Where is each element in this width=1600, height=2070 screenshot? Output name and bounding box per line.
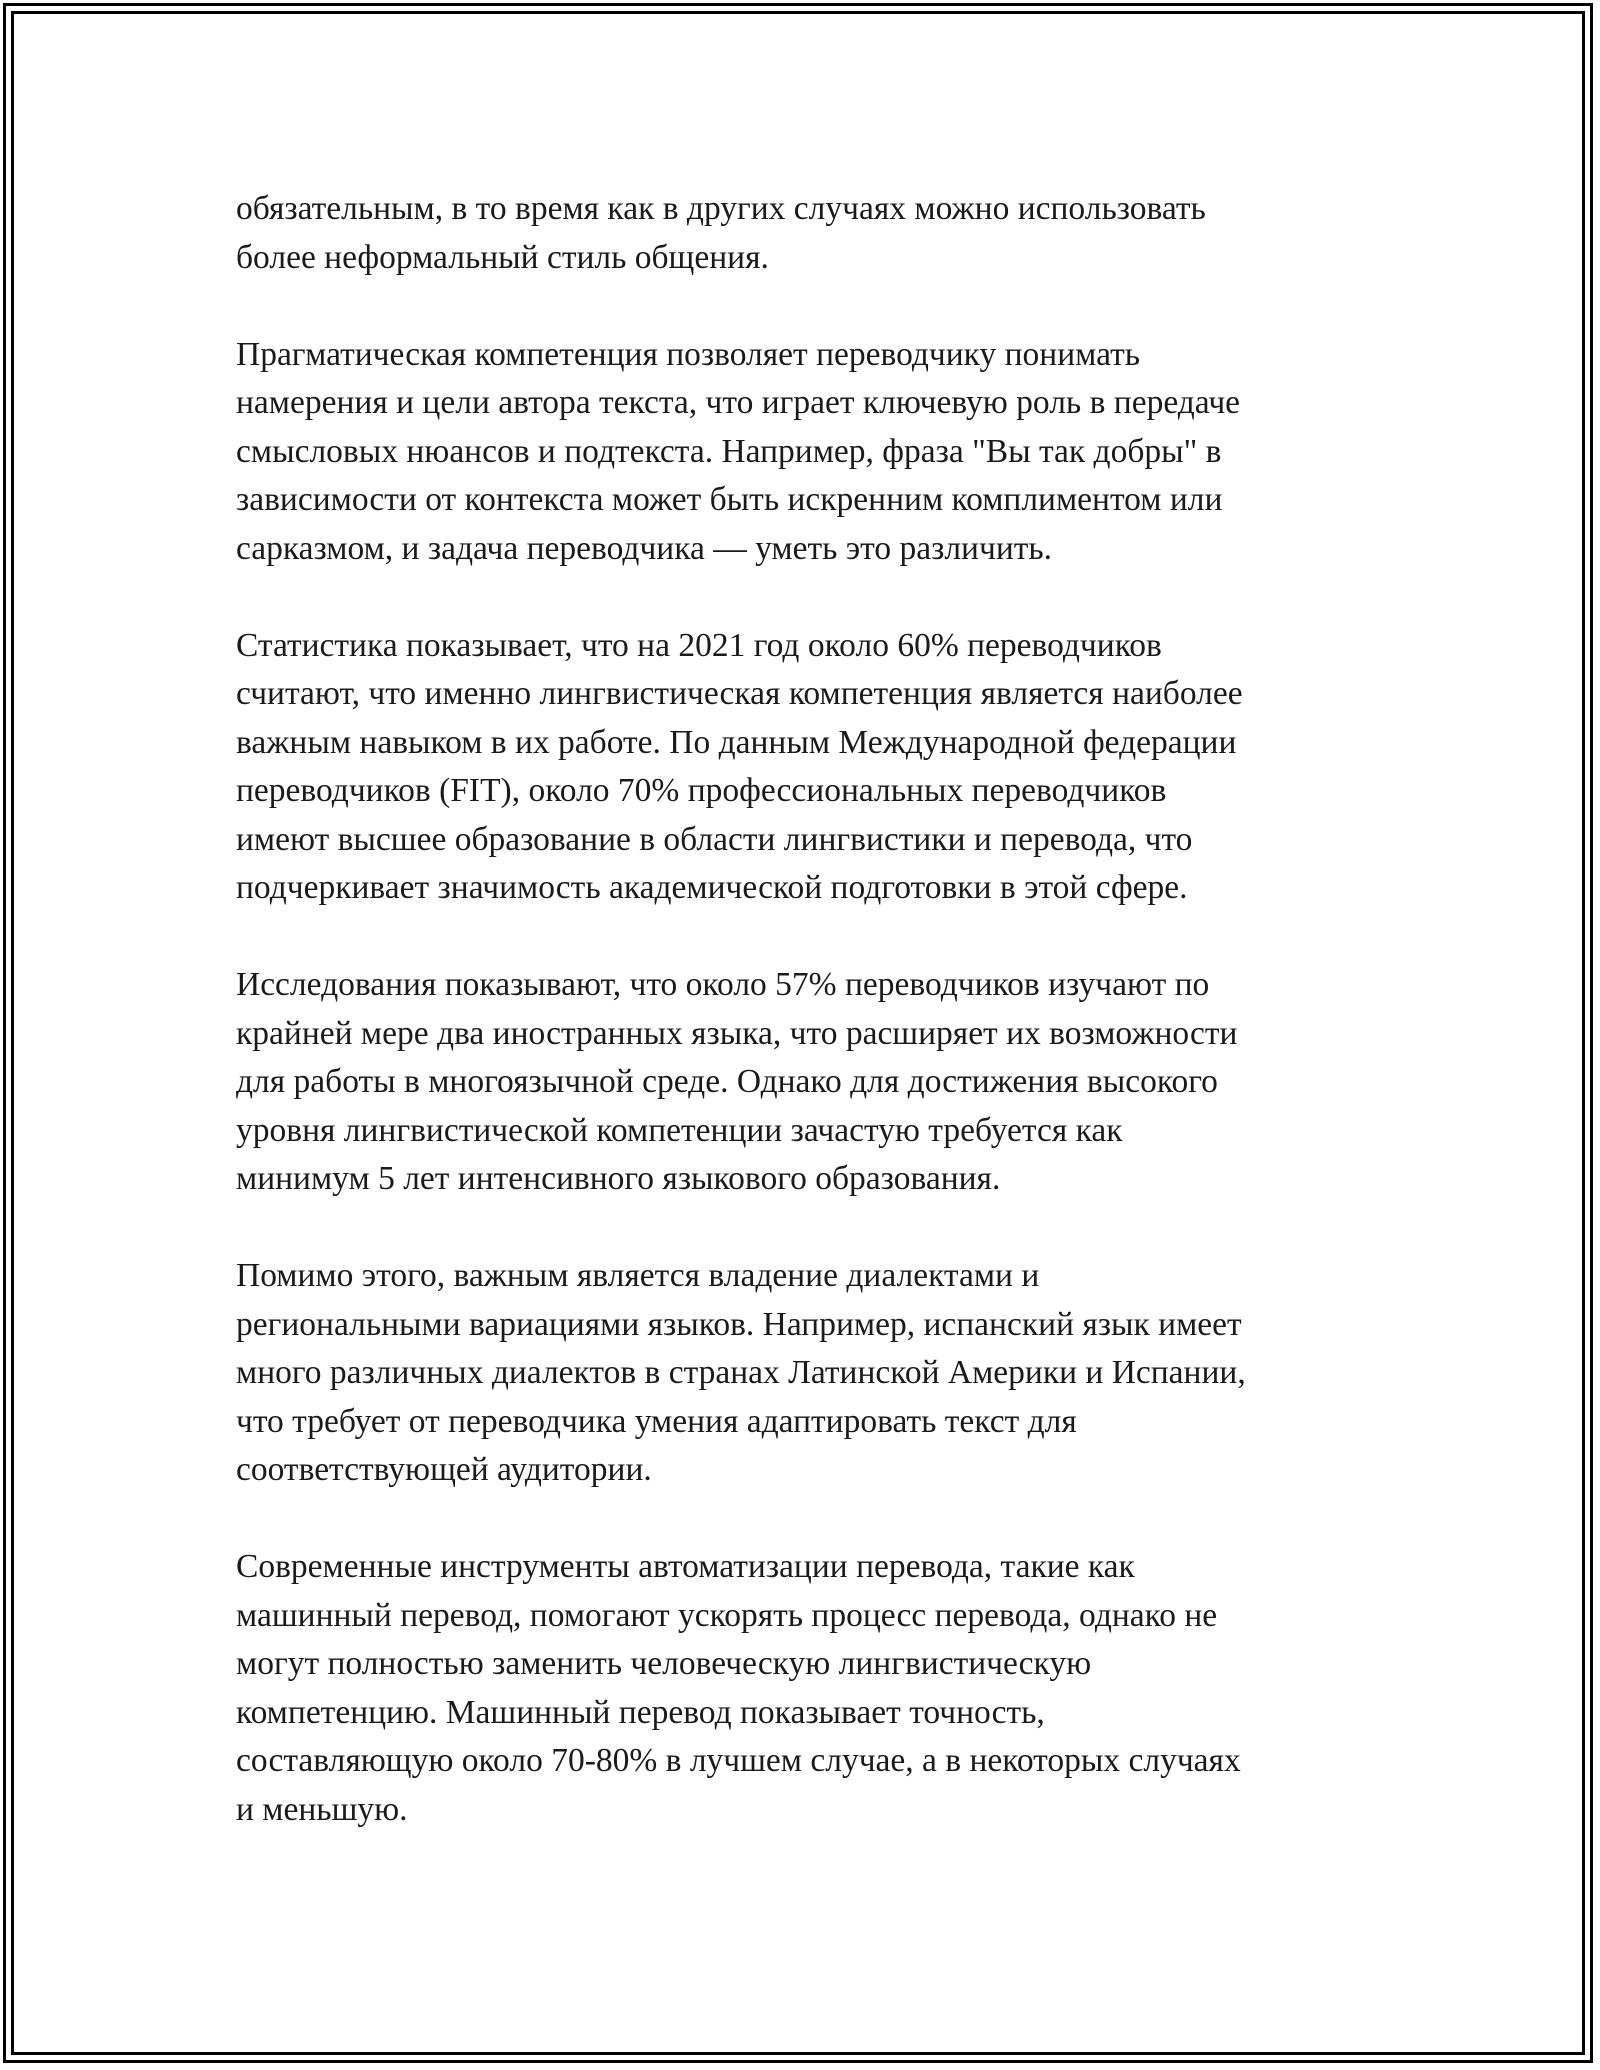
paragraph-dialects: Помимо этого, важным является владение диалектами и региональными вариациями языков. Например, испанский язык имеет много различных диалектов в странах Латинской Америки и Испании, что требует от переводчика умения адаптировать текст для соответствующей аудитории.: [236, 1257, 1246, 1488]
paragraph-machine-translation: Современные инструменты автоматизации перевода, такие как машинный перевод, помогают ускорять процесс перевода, однако не могут полностью заменить человеческую лингвистическую компетенцию. Машинный перевод показывает точность, составляющую около 70-80% в лучшем случае, а в некоторых случаях и меньшую.: [236, 1548, 1241, 1828]
document-body: [236, 185, 1366, 1883]
paragraph-statistics: Статистика показывает, что на 2021 год около 60% переводчиков считают, что именно лингвистическая компетенция является наиболее важным навыком в их работе. По данным Международной федерации переводчиков (FIT), около 70% профессиональных переводчиков имеют высшее образование в области лингвистики и перевода, что подчеркивает значимость академической подготовки в этой сфере.: [236, 626, 1243, 906]
paragraph-formality: обязательным, в то время как в других случаях можно использовать более неформальный стиль общения.: [236, 190, 1206, 276]
paragraph-pragmatic-competence: Прагматическая компетенция позволяет переводчику понимать намерения и цели автора текста, что играет ключевую роль в передаче смысловых нюансов и подтекста. Например, фраза "Вы так добры" в зависимости от контекста может быть искренним комплиментом или сарказмом, и задача переводчика — уметь это различить.: [236, 335, 1241, 567]
paragraph-research: Исследования показывают, что около 57% переводчиков изучают по крайней мере два иностранных языка, что расширяет их возможности для работы в многоязычной среде. Однако для достижения высокого уровня лингвистической компетенции зачастую требуется как минимум 5 лет интенсивного языкового образования.: [236, 966, 1238, 1197]
